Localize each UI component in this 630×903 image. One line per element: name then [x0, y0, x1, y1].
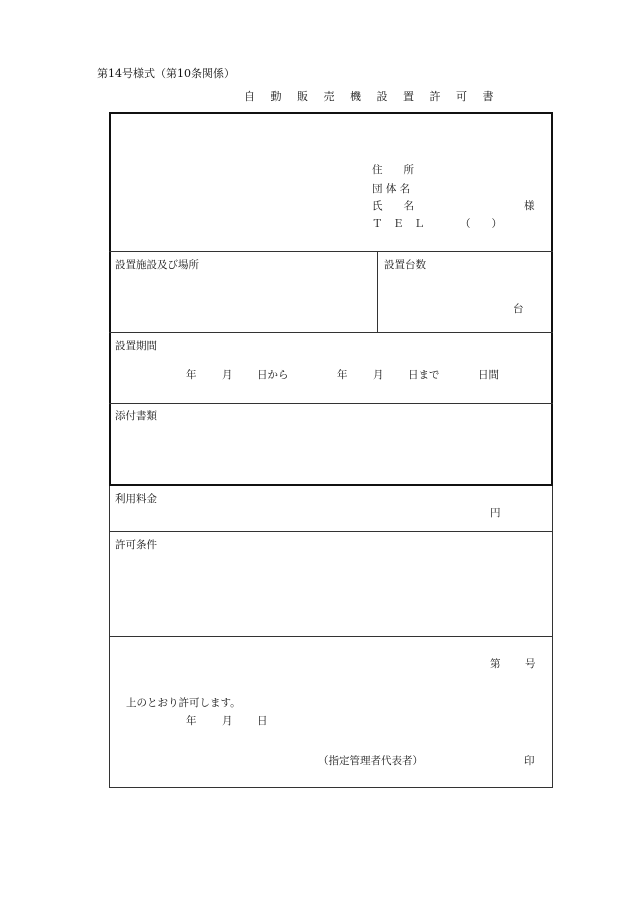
- divider: [109, 636, 553, 637]
- seal-mark: 印: [524, 755, 535, 767]
- count-unit: 台: [513, 303, 524, 315]
- signer-label: （指定管理者代表者）: [318, 755, 423, 767]
- permit-statement: 上のとおり許可します。: [126, 697, 241, 709]
- permit-month: 月: [222, 715, 233, 727]
- attachments-label: 添付書類: [115, 410, 157, 422]
- divider: [109, 403, 553, 404]
- applicant-section-border: [109, 112, 553, 486]
- installation-place-label: 設置施設及び場所: [115, 259, 199, 271]
- divider: [109, 531, 553, 532]
- conditions-label: 許可条件: [115, 539, 157, 551]
- divider: [109, 332, 553, 333]
- organization-label: 団 体 名: [372, 183, 411, 195]
- fee-label: 利用料金: [115, 493, 157, 505]
- permit-year: 年: [186, 715, 197, 727]
- form-number: 第14号様式（第10条関係）: [97, 67, 235, 80]
- permit-number-prefix: 第: [490, 658, 501, 670]
- start-month: 月: [222, 369, 233, 381]
- end-month: 月: [373, 369, 384, 381]
- installation-period-label: 設置期間: [115, 340, 157, 352]
- permit-day: 日: [257, 715, 268, 727]
- honorific: 様: [524, 200, 535, 212]
- end-year: 年: [337, 369, 348, 381]
- fee-unit: 円: [490, 507, 501, 519]
- installation-count-label: 設置台数: [384, 259, 426, 271]
- permit-number-suffix: 号: [525, 658, 536, 670]
- end-day: 日まで: [408, 369, 440, 381]
- start-day: 日から: [257, 369, 289, 381]
- divider: [109, 251, 553, 252]
- divider: [377, 251, 378, 332]
- period-days: 日間: [478, 369, 499, 381]
- document-title: 自 動 販 売 機 設 置 許 可 書: [244, 90, 500, 103]
- tel-label: Ｔ Ｅ Ｌ: [372, 218, 425, 230]
- address-label: 住 所: [372, 164, 414, 176]
- tel-parentheses: （ ）: [460, 218, 502, 230]
- start-year: 年: [186, 369, 197, 381]
- name-label: 氏 名: [372, 200, 414, 212]
